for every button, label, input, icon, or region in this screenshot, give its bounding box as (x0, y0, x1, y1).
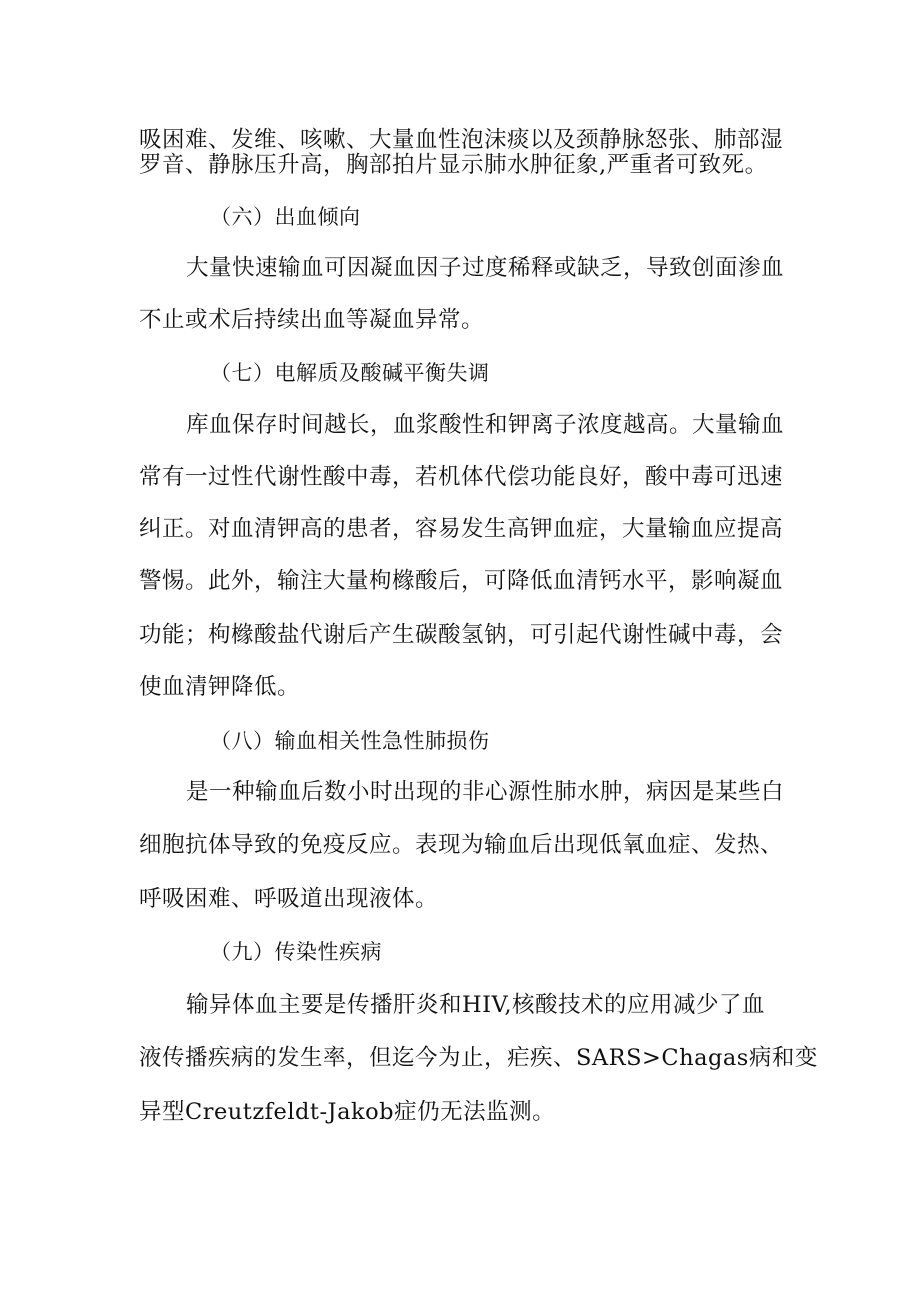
section-heading-7: （七）电解质及酸碱平衡失调 (210, 361, 490, 385)
paragraph-line: 不止或术后持续出血等凝血异常。 (139, 307, 485, 333)
paragraph-line: 库血保存时间越长，血浆酸性和钾离子浓度越高。大量输血 (186, 412, 785, 438)
section-heading-8: （八）输血相关性急性肺损伤 (210, 729, 490, 753)
paragraph-line: 罗音、静脉压升高，胸部拍片显示肺水肿征象,严重者可致死。 (139, 152, 768, 178)
section-heading-9: （九）传染性疾病 (210, 940, 382, 964)
paragraph-line: 输异体血主要是传播肝炎和HIV,核酸技术的应用减少了血 (186, 992, 765, 1018)
paragraph-line: 使血清钾降低。 (139, 674, 301, 700)
paragraph-line: 吸困难、发维、咳嗽、大量血性泡沫痰以及颈静脉怒张、肺部湿 (139, 127, 784, 153)
paragraph-line: 是一种输血后数小时出现的非心源性肺水肿，病因是某些白 (186, 779, 785, 805)
paragraph-line: 常有一过性代谢性酸中毒，若机体代偿功能良好，酸中毒可迅速 (139, 464, 784, 490)
paragraph-line: 警惕。此外，输注大量枸橼酸后，可降低血清钙水平，影响凝血 (139, 568, 784, 594)
section-heading-6: （六）出血倾向 (210, 205, 361, 229)
paragraph-line: 细胞抗体导致的免疫反应。表现为输血后出现低氧血症、发热、 (139, 832, 784, 858)
paragraph-line: 液传播疾病的发生率，但迄今为止，疟疾、SARS>Chagas病和变 (139, 1045, 818, 1071)
paragraph-line: 异型Creutzfeldt-Jakob症仍无法监测。 (139, 1099, 556, 1125)
paragraph-line: 纠正。对血清钾高的患者，容易发生高钾血症，大量输血应提高 (139, 516, 784, 542)
paragraph-line: 大量快速输血可因凝血因子过度稀释或缺乏，导致创面渗血 (186, 255, 785, 281)
paragraph-line: 功能；枸橼酸盐代谢后产生碳酸氢钠，可引起代谢性碱中毒，会 (139, 622, 784, 648)
paragraph-line: 呼吸困难、呼吸道出现液体。 (139, 886, 439, 912)
